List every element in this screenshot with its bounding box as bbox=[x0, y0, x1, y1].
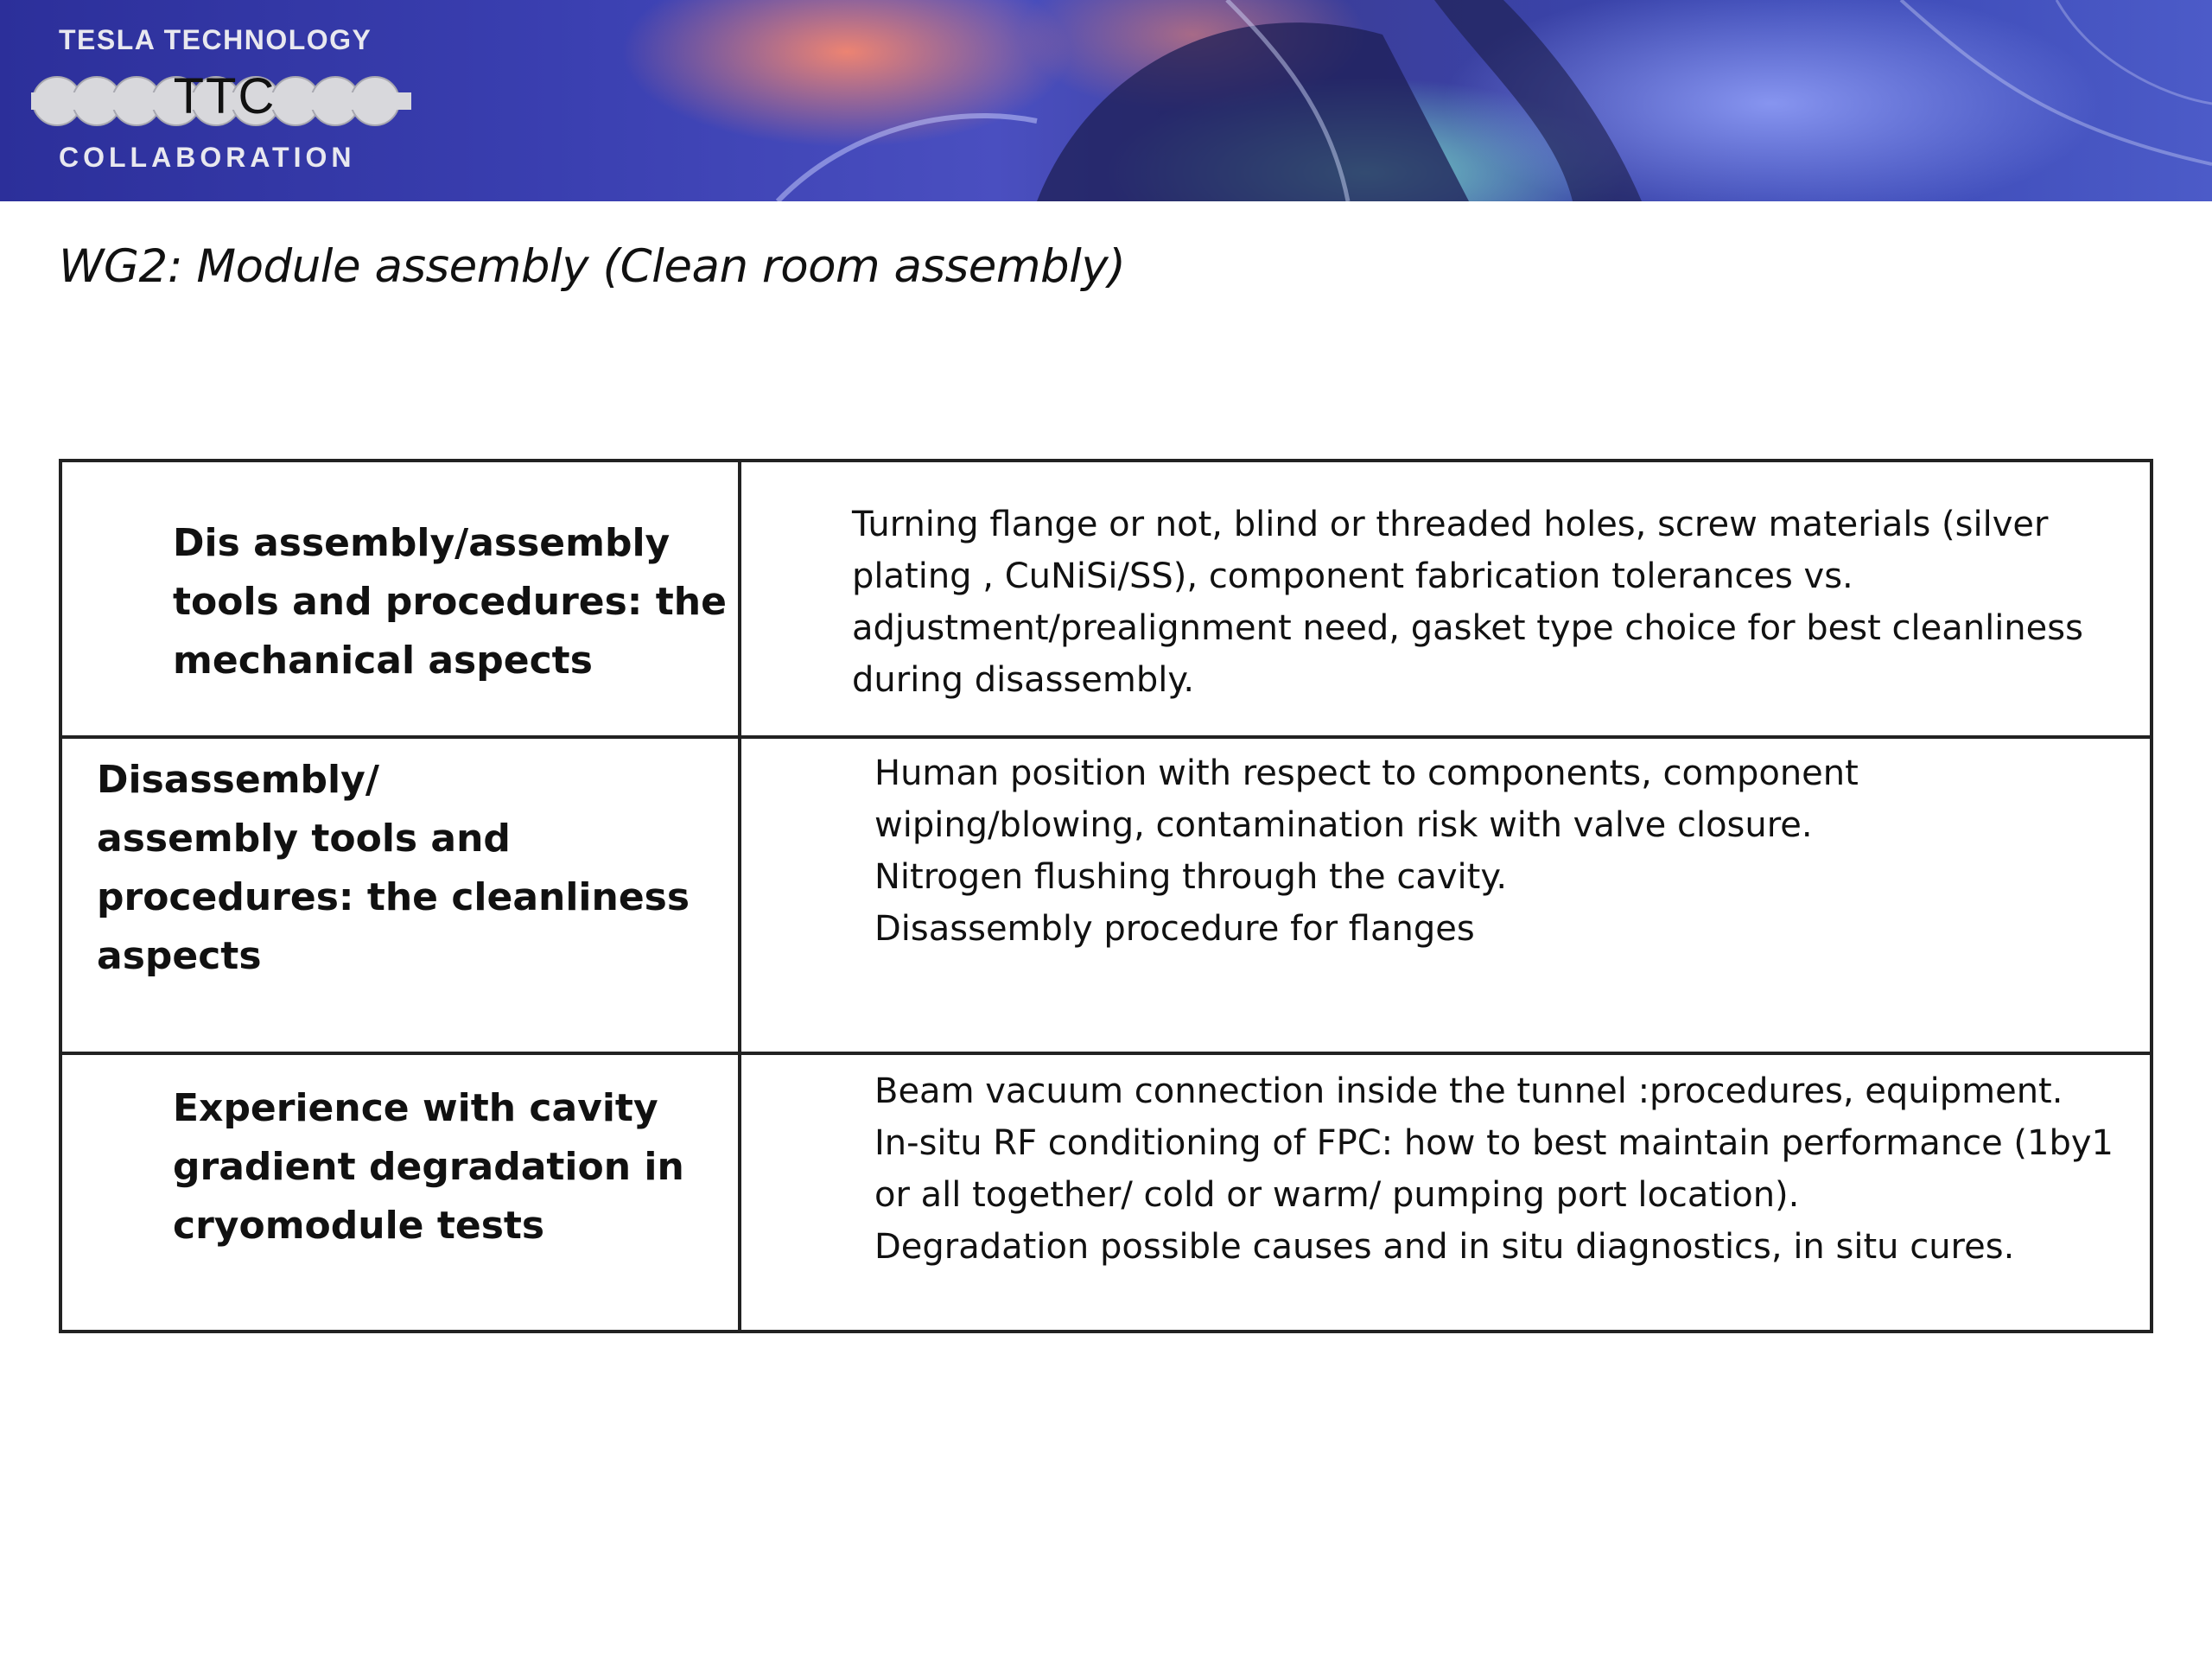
logo-top-text: TESLA TECHNOLOGY bbox=[59, 24, 372, 55]
table-row bbox=[62, 462, 2150, 739]
slide-title: WG2: Module assembly (Clean room assembly) bbox=[59, 240, 1126, 293]
table-row bbox=[62, 1055, 2150, 1330]
topic-text: Disassembly/ assembly tools and procedures: the cleanliness aspects bbox=[97, 758, 690, 978]
topic-cell bbox=[62, 1055, 741, 1330]
details-cell bbox=[741, 462, 2150, 735]
header-banner bbox=[0, 0, 2212, 201]
topic-cell bbox=[62, 739, 741, 1052]
table-row bbox=[62, 739, 2150, 1055]
details-cell bbox=[741, 739, 2150, 1052]
topic-text: Experience with cavity gradient degradation in cryomodule tests bbox=[173, 1086, 684, 1248]
topics-table bbox=[59, 459, 2153, 1333]
topic-cell bbox=[62, 462, 741, 735]
details-text: Turning flange or not, blind or threaded holes, screw materials (silver plating , CuNiSi/SS), component fabrication tolerances vs. adjustment/prealignment need, gasket type choice for best cleanliness during disassembly. bbox=[852, 505, 2083, 700]
details-cell bbox=[741, 1055, 2150, 1330]
details-text: Beam vacuum connection inside the tunnel :procedures, equipment. In-situ RF conditioning of FPC: how to best maintain performance (1by1 or all together/ cold or warm/ pumping port location). Degradation possible causes and in situ diagnostics, in situ cures. bbox=[874, 1071, 2113, 1267]
logo-bottom-text: COLLABORATION bbox=[59, 142, 356, 173]
logo-center-text: TTC bbox=[173, 68, 276, 124]
topic-text: Dis assembly/assembly tools and procedures: the mechanical aspects bbox=[173, 521, 727, 683]
details-text: Human position with respect to components, component wiping/blowing, contamination risk with valve closure. Nitrogen flushing through the cavity. Disassembly procedure for flanges bbox=[874, 753, 1859, 949]
